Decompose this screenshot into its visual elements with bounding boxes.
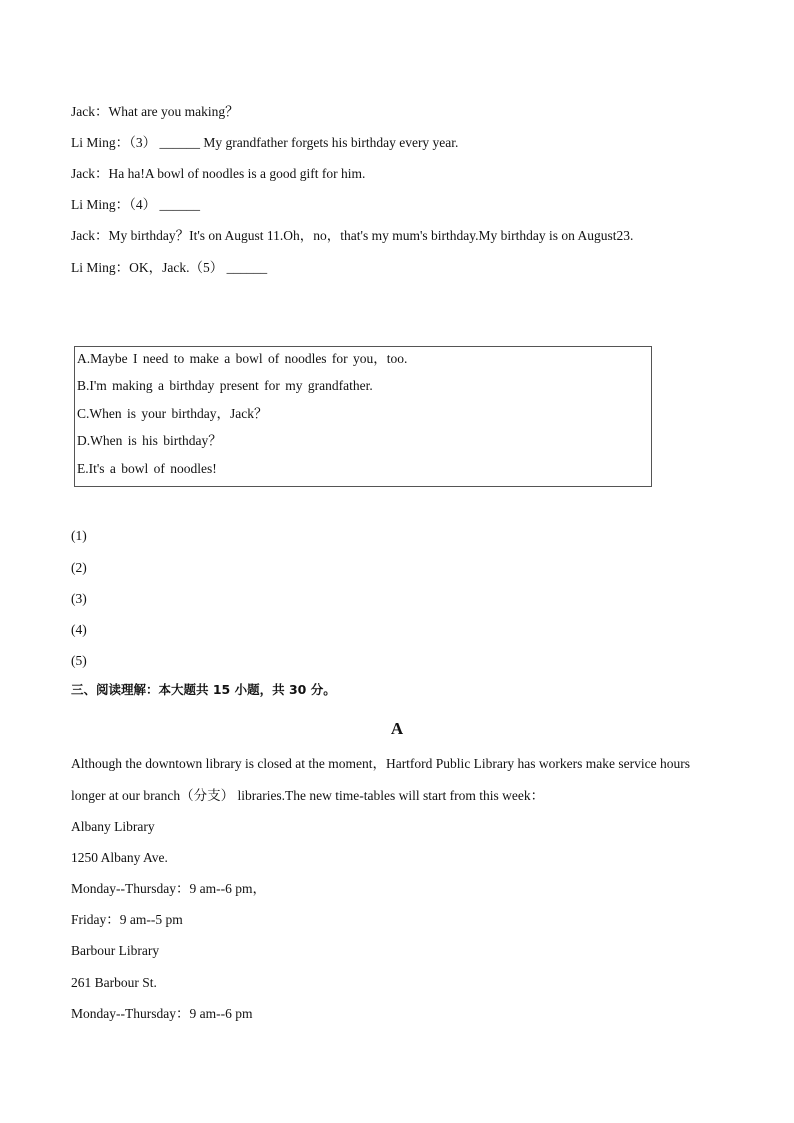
answer-number: (5) (71, 653, 87, 668)
passage-line: Monday--Thursday：9 am--6 pm (71, 1006, 253, 1021)
passage-line: Friday：9 am--5 pm (71, 912, 183, 927)
option-d: D.When is his birthday？ (77, 433, 222, 448)
passage-line: Albany Library (71, 819, 155, 834)
option-c: C.When is your birthday，Jack？ (77, 406, 268, 421)
option-a: A.Maybe I need to make a bowl of noodles for you，too. (77, 351, 408, 366)
dialogue-line: Li Ming：（4） ______ (71, 197, 201, 212)
answer-number: (3) (71, 591, 87, 606)
dialogue-line: Jack：My birthday？It's on August 11.Oh，no，that's my mum's birthday.My birthday is on August23. (71, 228, 634, 243)
dialogue-line: Li Ming：（3） ______ My grandfather forgets his birthday every year. (71, 135, 459, 150)
answer-number: (2) (71, 560, 87, 575)
option-e: E.It's a bowl of noodles! (77, 461, 217, 476)
option-b: B.I'm making a birthday present for my grandfather. (77, 378, 373, 393)
passage-line: Monday--Thursday：9 am--6 pm， (71, 881, 266, 896)
options-box (74, 346, 652, 487)
dialogue-line: Jack：Ha ha!A bowl of noodles is a good gift for him. (71, 166, 366, 181)
answer-number: (4) (71, 622, 87, 637)
dialogue-line: Li Ming：OK，Jack.（5） ______ (71, 260, 268, 275)
answer-number: (1) (71, 528, 87, 543)
passage-line: 1250 Albany Ave. (71, 850, 168, 865)
section-heading: 三、阅读理解：本大题共 15 小题，共 30 分。 (71, 682, 336, 697)
passage-title: A (390, 719, 404, 738)
passage-line: Barbour Library (71, 943, 160, 958)
dialogue-line: Jack：What are you making？ (71, 104, 239, 119)
passage-intro-line: Although the downtown library is closed at the moment，Hartford Public Library has workers make service hours (71, 756, 690, 771)
passage-line: 261 Barbour St. (71, 975, 157, 990)
passage-intro-line: longer at our branch（分支） libraries.The new time-tables will start from this week： (71, 788, 545, 803)
